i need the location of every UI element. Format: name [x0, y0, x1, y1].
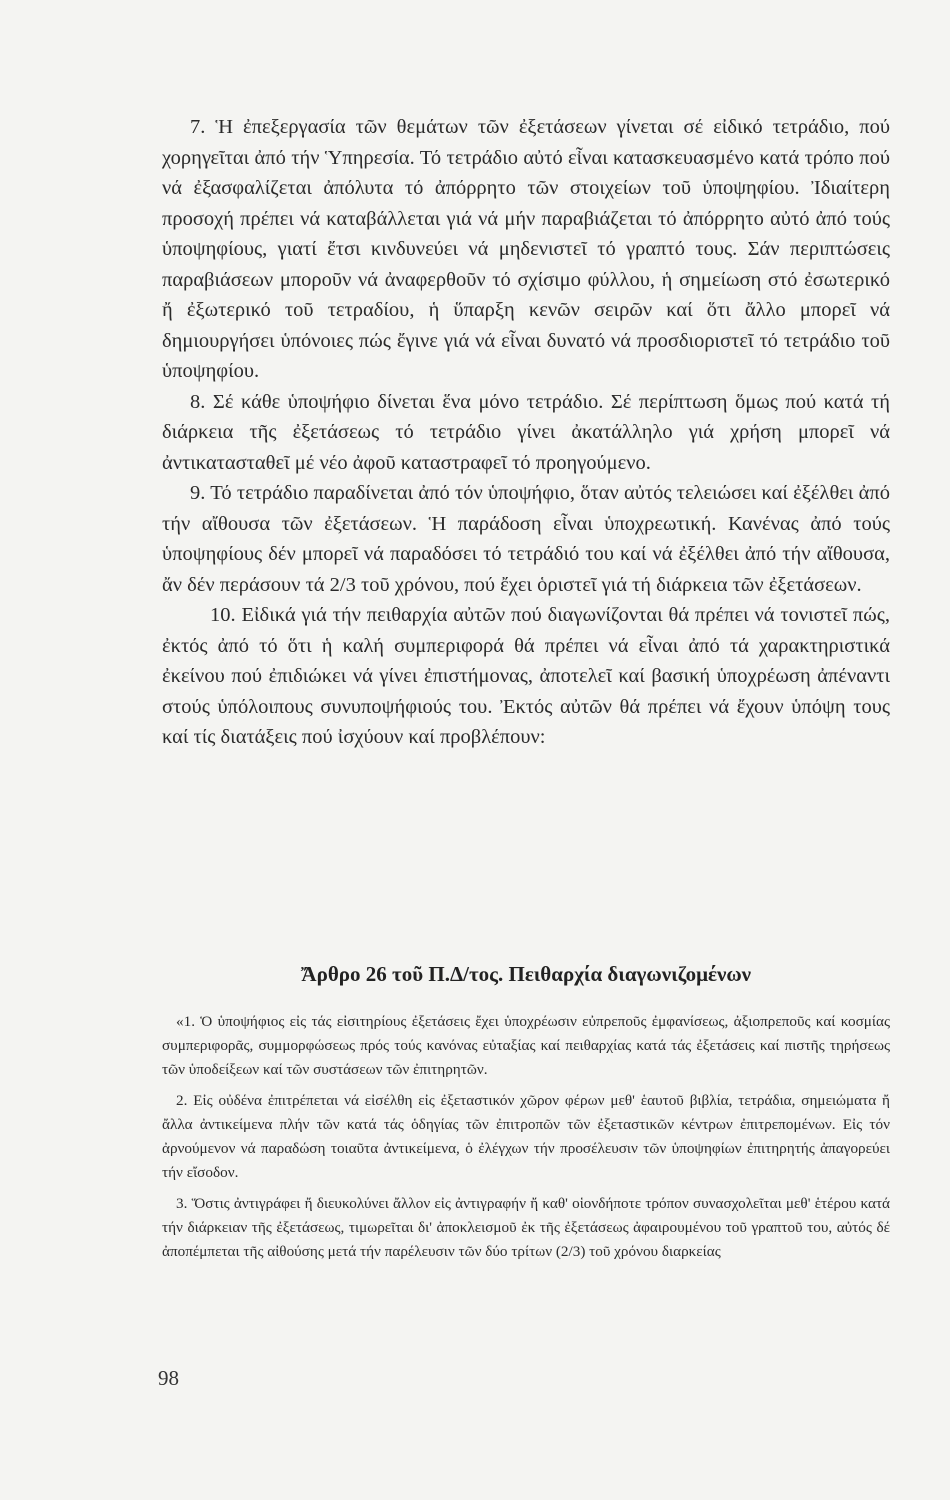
article-paragraph-3: 3. Ὅστις ἀντιγράφει ἤ διευκολύνει ἄλλον εἰς ἀντιγραφήν ἤ καθ' οἱονδήποτε τρόπον συνασχολεῖται μεθ' ἑτέρου κατά τήν διάρκειαν τῆς ἐξετάσεως, τιμωρεῖται δι' ἀποκλεισμοῦ ἐκ τῆς ἐξετάσεως ἀφαιρουμένου τοῦ γραπτοῦ του, αὐτός δέ ἀποπέμπεται τῆς αἰθούσης μετά τήν παρέλευσιν τῶν δύο τρίτων (2/3) τοῦ χρόνου διαρκείας — [162, 1195, 890, 1260]
paragraph-9: 9. Τό τετράδιο παραδίνεται ἀπό τόν ὑποψήφιο, ὅταν αὐτός τελειώσει καί ἐξέλθει ἀπό τήν αἴθουσα τῶν ἐξετάσεων. Ἡ παράδοση εἶναι ὑποχρεωτική. Κανένας ἀπό τούς ὑποψηφίους δέν μπορεῖ νά παραδόσει τό τετράδιό του καί νά ἐξέλθει ἀπό τήν αἴθουσα, ἄν δέν περάσουν τά 2/3 τοῦ χρόνου, πού ἔχει ὁριστεῖ γιά τή διάρκεια τῶν ἐξετάσεων. — [162, 482, 890, 596]
paragraph-10: 10. Εἰδικά γιά τήν πειθαρχία αὐτῶν πού διαγωνίζονται θά πρέπει νά τονιστεῖ πώς, ἐκτός ἀπό τό ὅτι ἡ καλή συμπεριφορά θά πρέπει νά εἶναι ἀπό τά χαρακτηριστικά ἐκείνου πού ἐπιδιώκει νά γίνει ἐπιστήμονας, ἀποτελεῖ καί βασική ὑποχρέωση ἀπέναντι στούς ὑπόλοιπους συνυποψήφιούς του. Ἐκτός αὐτῶν θά πρέπει νά ἔχουν ὑπόψη τους καί τίς διατάξεις πού ἰσχύουν καί προβλέπουν: — [162, 604, 890, 748]
main-text — [162, 112, 890, 753]
article-paragraph-2: 2. Εἰς οὐδένα ἐπιτρέπεται νά εἰσέλθη εἰς ἐξεταστικόν χῶρον φέρων μεθ' ἑαυτοῦ βιβλία, τετράδια, σημειώματα ἤ ἄλλα ἀντικείμενα πλήν τῶν κατά τάς ὁδηγίας τῶν ἐπιτροπῶν τῶν ἐξεταστικῶν κέντρων ἐπιτρεπομένων. Εἰς τόν ἀρνούμενον νά παραδώση τοιαῦτα ἀντικείμενα, ὁ ἐλέγχων τήν προσέλευσιν τῶν ὑποψηφίων ἐπιτηρητής ἀπαγορεύει τήν εἴσοδον. — [162, 1092, 890, 1181]
paragraph-8: 8. Σέ κάθε ὑποψήφιο δίνεται ἕνα μόνο τετράδιο. Σέ περίπτωση ὅμως πού κατά τή διάρκεια τῆς ἐξετάσεως τό τετράδιο γίνει ἀκατάλληλο γιά χρήση μπορεῖ νά ἀντικατασταθεῖ μέ νέο ἀφοῦ καταστραφεῖ τό προηγούμενο. — [162, 390, 890, 474]
article-heading: Ἄρθρο 26 τοῦ Π.Δ/τος. Πειθαρχία διαγωνιζομένων — [300, 962, 752, 986]
article-quote — [162, 1010, 890, 1271]
paragraph-7: 7. Ἡ ἐπεξεργασία τῶν θεμάτων τῶν ἐξετάσεων γίνεται σέ εἰδικό τετράδιο, πού χορηγεῖται ἀπό τήν Ὑπηρεσία. Τό τετράδιο αὐτό εἶναι κατασκευασμένο κατά τρόπο πού νά ἐξασφαλίζεται ἀπόλυτα τό ἀπόρρητο τῶν στοιχείων τοῦ ὑποψηφίου. Ἰδιαίτερη προσοχή πρέπει νά καταβάλλεται γιά νά μήν παραβιάζεται τό ἀπόρρητο αὐτό ἀπό τούς ὑποψηφίους, γιατί ἔτσι κινδυνεύει νά μηδενιστεῖ τό γραπτό τους. Σάν περιπτώσεις παραβιάσεων μποροῦν νά ἀναφερθοῦν τό σχίσιμο φύλλου, ἡ σημείωση στό ἐσωτερικό ἤ ἐξωτερικό τοῦ τετραδίου, ἡ ὕπαρξη κενῶν σειρῶν καί ὅτι ἄλλο μπορεῖ νά δημιουργήσει ὑπόνοιες πώς ἔγινε γιά νά εἶναι δυνατό νά προσδιοριστεῖ τό τετράδιο τοῦ ὑποψηφίου. — [162, 116, 890, 382]
page-number: 98 — [158, 1366, 179, 1390]
article-paragraph-1: «1. Ὁ ὑποψήφιος εἰς τάς εἰσιτηρίους ἐξετάσεις ἔχει ὑποχρέωσιν εὐπρεποῦς ἐμφανίσεως, ἀξιοπρεποῦς καί κοσμίας συμπεριφορᾶς, συμμορφώσεως πρός τούς κανόνας εὐταξίας καί πειθαρχίας κατά τάς ἐξετάσεις καί πιστῆς τηρήσεως τῶν ὑποδείξεων καί τῶν συστάσεων τῶν ἐπιτηρητῶν. — [162, 1013, 890, 1078]
